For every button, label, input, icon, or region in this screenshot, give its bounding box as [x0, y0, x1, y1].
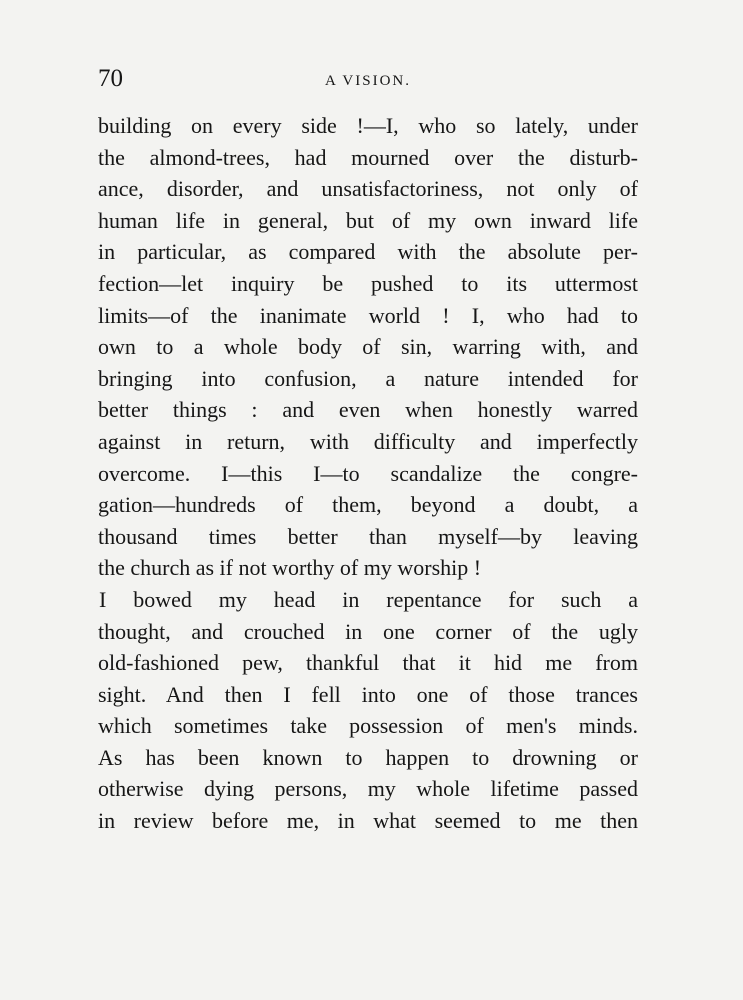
text-line: in particular, as compared with the absolute per-: [98, 239, 638, 265]
text-line: ance, disorder, and unsatisfactoriness, not only of: [98, 176, 638, 202]
text-line: otherwise dying persons, my whole lifetime passed: [98, 776, 638, 802]
text-line: the almond-trees, had mourned over the disturb-: [98, 144, 638, 170]
text-line: thought, and crouched in one corner of the ugly: [98, 618, 638, 644]
text-line: in review before me, in what seemed to me then: [98, 808, 638, 834]
page-header: [98, 62, 638, 96]
body-text: [98, 110, 638, 837]
text-line: old-fashioned pew, thankful that it hid me from: [98, 650, 638, 676]
text-line: bringing into confusion, a nature intended for: [98, 365, 638, 391]
text-line: As has been known to happen to drowning or: [98, 744, 638, 770]
text-line: thousand times better than myself—by leaving: [98, 523, 638, 549]
text-line: overcome. I—this I—to scandalize the congre-: [98, 460, 638, 486]
text-line: the church as if not worthy of my worship !: [98, 555, 482, 581]
text-line: building on every side !—I, who so lately, under: [98, 113, 638, 138]
text-line: gation—hundreds of them, beyond a doubt, a: [98, 492, 638, 518]
text-line: against in return, with difficulty and imperfectly: [98, 428, 638, 454]
text-line: limits—of the inanimate world ! I, who had to: [98, 302, 638, 328]
running-head: A VISION.: [324, 73, 412, 89]
text-line: better things : and even when honestly warred: [98, 397, 638, 423]
text-line: I bowed my head in repentance for such a: [99, 586, 638, 612]
page-number: 70: [98, 65, 123, 92]
text-line: human life in general, but of my own inward life: [98, 207, 638, 233]
text-line: own to a whole body of sin, warring with, and: [98, 334, 638, 360]
text-line: sight. And then I fell into one of those trances: [98, 681, 638, 707]
text-line: which sometimes take possession of men's minds.: [98, 713, 638, 739]
text-line: fection—let inquiry be pushed to its uttermost: [98, 270, 638, 296]
